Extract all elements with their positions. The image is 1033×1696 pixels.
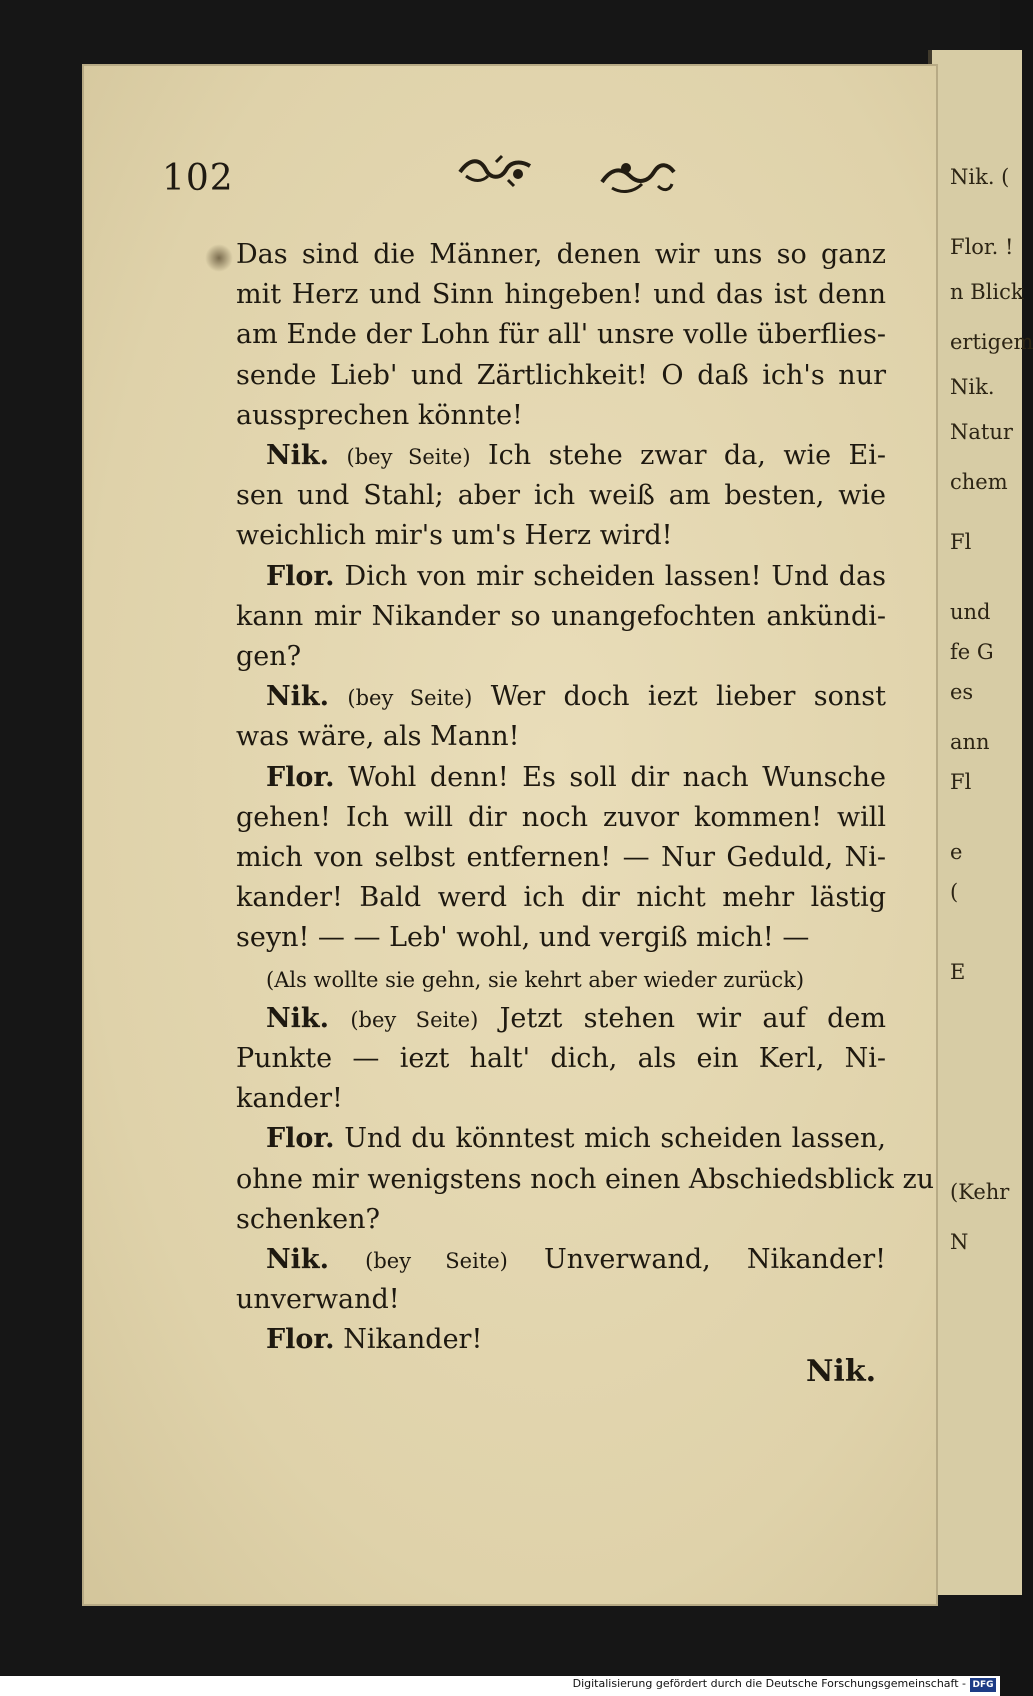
facing-page-fragment: Nik. ( xyxy=(950,165,1010,189)
text-line xyxy=(236,718,886,756)
facing-page-fragment: chem xyxy=(950,470,1008,494)
speaker-name: Flor. xyxy=(266,1123,335,1155)
catchword: Nik. xyxy=(806,1354,877,1389)
stage-direction: (bey Seite) xyxy=(346,445,471,469)
text-line xyxy=(236,839,886,877)
facing-page-edge xyxy=(928,50,1033,1595)
line-text: was wäre, als Mann! xyxy=(236,721,520,753)
speaker-name: Nik. xyxy=(266,681,330,713)
text-line xyxy=(236,517,886,555)
facing-page-fragment: Fl xyxy=(950,770,972,794)
header-ornament-right-icon xyxy=(598,152,678,198)
line-text: sen und Stahl; aber ich weiß am besten, wie xyxy=(236,480,886,512)
line-text: ohne mir wenigstens noch einen Abschiedsblick zu xyxy=(236,1163,935,1195)
facing-page-fragment: fe G xyxy=(950,640,994,664)
text-line xyxy=(236,799,886,837)
dfg-logo: DFG xyxy=(970,1678,996,1692)
speaker-name: Flor. xyxy=(266,761,335,793)
speaker-name: Nik. xyxy=(266,440,330,471)
page-stain xyxy=(205,244,233,272)
facing-page-fragment: n Blick xyxy=(950,280,1024,304)
line-text: kann mir Nikander so unangefochten ankündi- xyxy=(236,600,886,632)
line-text: am Ende der Lohn für all' unsre volle überflies- xyxy=(236,319,886,351)
line-text: kander! Bald werd ich dir nicht mehr lästig xyxy=(236,882,886,914)
header-ornament-left-icon xyxy=(456,152,536,192)
stage-direction: (bey Seite) xyxy=(347,686,473,711)
text-line xyxy=(236,397,886,435)
text-line xyxy=(236,1000,886,1038)
line-text: kander! xyxy=(236,1083,343,1115)
facing-page-fragment: Fl xyxy=(950,530,972,554)
stage-direction: (Als wollte sie gehn, sie kehrt aber wieder zurück) xyxy=(266,967,805,992)
line-text: Wohl denn! Es soll dir nach Wunsche xyxy=(348,761,886,793)
line-text: seyn! — — Leb' wohl, und vergiß mich! — xyxy=(236,922,810,954)
facing-page-fragment: N xyxy=(950,1230,969,1254)
stage-direction: (bey Seite) xyxy=(350,1007,479,1032)
speaker-name: Nik. xyxy=(266,1002,330,1034)
line-text: Dich von mir scheiden lassen! Und das xyxy=(344,560,886,592)
footer-credit: Digitalisierung gefördert durch die Deutsche Forschungsgemeinschaft - xyxy=(572,1677,966,1690)
facing-page-fragment: und xyxy=(950,600,991,624)
text-line xyxy=(236,558,886,596)
facing-page-fragment: ( xyxy=(950,880,959,904)
speaker-name: Flor. xyxy=(266,1324,335,1356)
text-line xyxy=(236,919,886,957)
facing-page-fragment: Nik. xyxy=(950,375,995,399)
text-line xyxy=(236,316,886,354)
text-line xyxy=(236,598,886,636)
text-line xyxy=(236,879,886,917)
text-line xyxy=(236,276,886,314)
text-line xyxy=(236,1201,886,1239)
line-text: unverwand! xyxy=(236,1284,400,1316)
text-line xyxy=(236,1281,886,1319)
facing-page-fragment: es xyxy=(950,680,974,704)
facing-page-fragment: ann xyxy=(950,730,990,754)
footer-bar xyxy=(0,1676,1000,1696)
page-number: 102 xyxy=(162,158,234,199)
line-text: Unverwand, Nikander! xyxy=(543,1244,886,1275)
line-text: gen? xyxy=(236,641,302,672)
text-line xyxy=(236,1161,935,1199)
line-text: Das sind die Männer, denen wir uns so ganz xyxy=(236,239,886,270)
text-line xyxy=(236,236,886,274)
speaker-name: Flor. xyxy=(266,560,335,592)
stage-direction: (bey Seite) xyxy=(365,1249,508,1273)
text-line xyxy=(236,960,886,998)
line-text: Punkte — iezt halt' dich, als ein Kerl, Ni- xyxy=(236,1043,886,1074)
facing-page-fragment: E xyxy=(950,960,966,984)
text-line xyxy=(236,357,886,395)
line-text: Und du könntest mich scheiden lassen, xyxy=(344,1123,886,1155)
facing-page-fragment: Natur xyxy=(950,420,1013,444)
line-text: Nikander! xyxy=(343,1324,483,1356)
facing-page-fragment: e xyxy=(950,840,963,864)
line-text: sende Lieb' und Zärtlichkeit! O daß ich's nur xyxy=(236,359,886,391)
line-text: Ich stehe zwar da, wie Ei- xyxy=(488,440,886,471)
line-text: mit Herz und Sinn hingeben! und das ist denn xyxy=(236,279,886,311)
text-line xyxy=(236,678,886,716)
line-text: gehen! Ich will dir noch zuvor kommen! will xyxy=(236,801,886,833)
speaker-name: Nik. xyxy=(266,1244,330,1275)
line-text: aussprechen könnte! xyxy=(236,399,523,431)
text-line xyxy=(236,1120,886,1158)
line-text: weichlich mir's um's Herz wird! xyxy=(236,520,673,552)
text-line xyxy=(236,1080,886,1118)
text-line xyxy=(236,1321,886,1359)
line-text: Wer doch iezt lieber sonst xyxy=(490,681,886,713)
facing-page-fragment: ertigem xyxy=(950,330,1033,354)
text-line xyxy=(236,638,886,676)
text-line xyxy=(236,759,886,797)
line-text: Jetzt stehen wir auf dem xyxy=(499,1002,886,1034)
text-line xyxy=(236,1040,886,1078)
text-line xyxy=(236,477,886,515)
text-line xyxy=(236,437,886,475)
facing-page-fragment: Flor. ! xyxy=(950,235,1014,259)
text-line xyxy=(236,1241,886,1279)
line-text: schenken? xyxy=(236,1203,380,1235)
line-text: mich von selbst entfernen! — Nur Geduld, Ni- xyxy=(236,842,886,873)
facing-page-fragment: (Kehr xyxy=(950,1180,1010,1204)
